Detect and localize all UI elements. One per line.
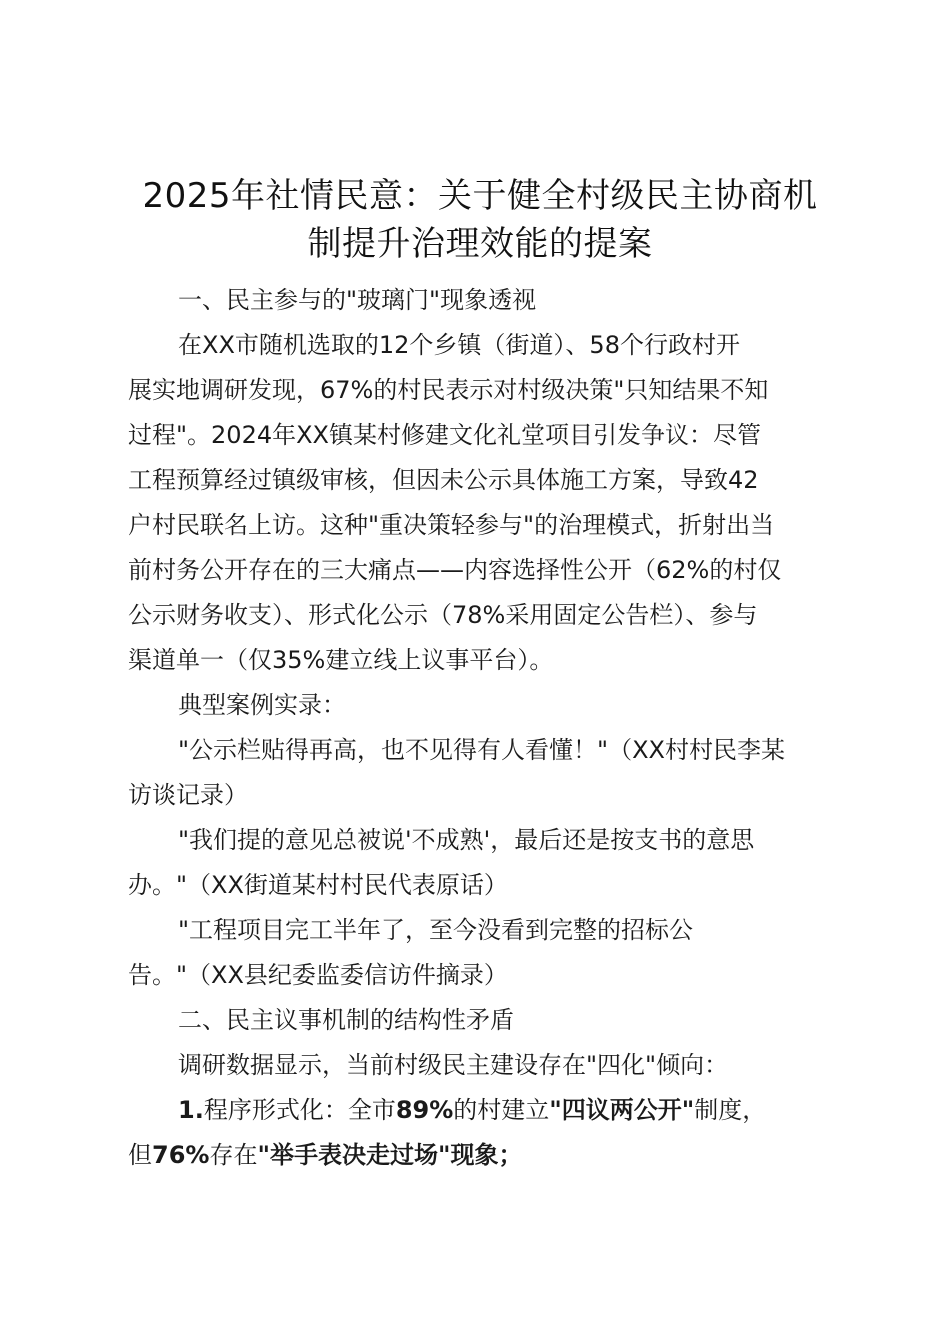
paragraph-line: 在XX市随机选取的12个乡镇（街道）、58个行政村开 (178, 331, 740, 359)
paragraph-line: 户村民联名上访。这种"重决策轻参与"的治理模式，折射出当 (128, 511, 775, 539)
list-quote: "四议两公开" (549, 1096, 695, 1124)
quote-line: "我们提的意见总被说'不成熟'，最后还是按支书的意思 (178, 826, 755, 854)
list-text: 但 (128, 1141, 152, 1169)
case-heading: 典型案例实录： (178, 691, 346, 719)
list-number: 1. (178, 1096, 204, 1124)
paragraph-line: 工程预算经过镇级审核，但因未公示具体施工方案，导致42 (128, 466, 759, 494)
quote-line: "公示栏贴得再高，也不见得有人看懂！"（XX村村民李某 (178, 736, 785, 764)
paragraph-line: 调研数据显示，当前村级民主建设存在"四化"倾向： (178, 1051, 729, 1079)
section-heading-1: 一、民主参与的"玻璃门"现象透视 (178, 286, 537, 314)
quote-line: 告。"（XX县纪委监委信访件摘录） (128, 961, 508, 989)
quote-line: 办。"（XX街道某村村民代表原话） (128, 871, 508, 899)
paragraph-line: 前村务公开存在的三大痛点——内容选择性公开（62%的村仅 (128, 556, 782, 584)
list-text: ：全市 (323, 1096, 396, 1124)
title-line: 2025年社情民意：关于健全村级民主协商机 (142, 176, 818, 216)
paragraph-line: 公示财务收支）、形式化公示（78%采用固定公告栏）、参与 (128, 601, 758, 629)
list-item-1-line-1 (128, 1088, 832, 1133)
list-percent: 89% (395, 1096, 454, 1124)
paragraph-line: 展实地调研发现，67%的村民表示对村级决策"只知结果不知 (128, 376, 769, 404)
list-text: 存在 (209, 1141, 258, 1169)
list-text: 制度， (694, 1096, 767, 1124)
list-label: 程序形式化 (203, 1096, 324, 1124)
document-title (120, 172, 840, 268)
paragraph-line: 过程"。2024年XX镇某村修建文化礼堂项目引发争议：尽管 (128, 421, 761, 449)
paragraph-line: 渠道单一（仅35%建立线上议事平台）。 (128, 646, 554, 674)
list-percent: 76% (152, 1141, 210, 1169)
list-quote: "举手表决走过场"现象； (257, 1141, 523, 1169)
title-line: 制提升治理效能的提案 (307, 224, 653, 264)
quote-line: "工程项目完工半年了，至今没看到完整的招标公 (178, 916, 694, 944)
document-body (128, 278, 832, 1178)
list-item-1-line-2 (128, 1133, 832, 1178)
list-text: 的村建立 (453, 1096, 550, 1124)
quote-line: 访谈记录） (128, 781, 248, 809)
section-heading-2: 二、民主议事机制的结构性矛盾 (178, 1006, 514, 1034)
